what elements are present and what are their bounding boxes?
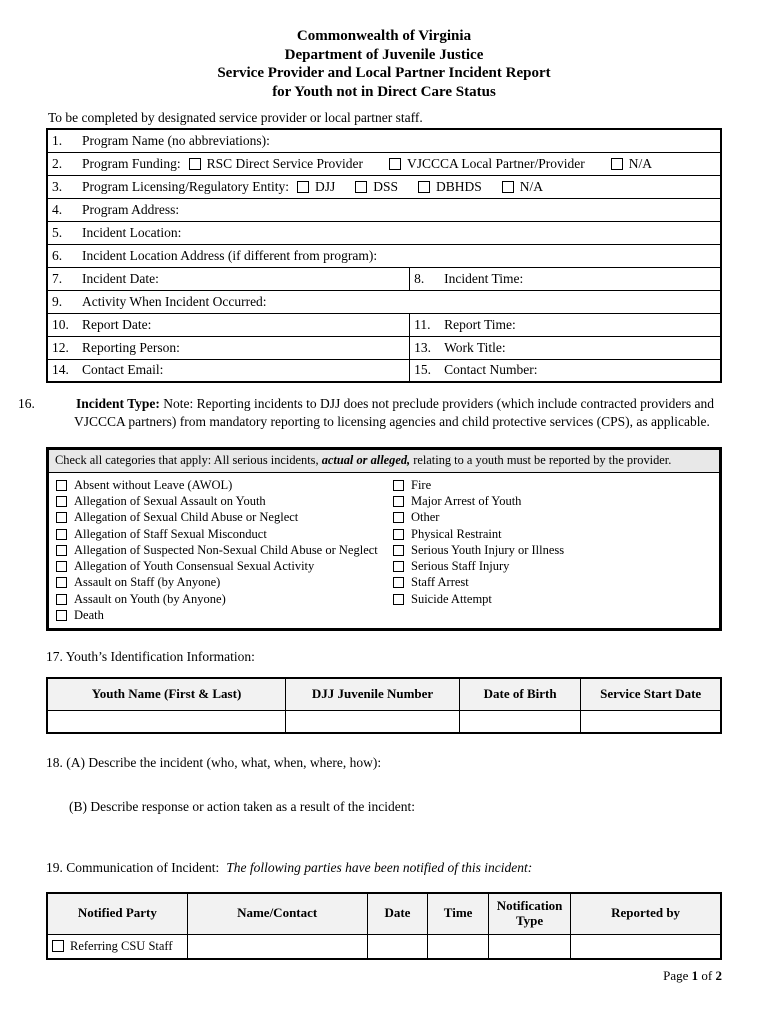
item-number: 12.	[52, 339, 69, 355]
option-label: DSS	[373, 178, 398, 194]
incident-option-assault-on-staff	[56, 575, 393, 591]
table-header-row	[47, 678, 721, 711]
checkbox[interactable]	[355, 181, 367, 193]
option-label: Major Arrest of Youth	[411, 493, 522, 508]
incident-option-staff-sexual-misconduct	[56, 526, 393, 542]
time-cell[interactable]	[428, 935, 489, 959]
report-date-field[interactable]	[47, 313, 410, 336]
incident-option-fire	[393, 477, 715, 493]
service-start-date-cell[interactable]	[581, 711, 721, 733]
incident-box-header	[49, 450, 719, 473]
page-footer	[46, 968, 722, 984]
date-of-birth-header: Date of Birth	[459, 678, 580, 711]
header-text: relating to a youth must be reported by the provider.	[410, 453, 672, 467]
incident-option-nonsexual-child-abuse	[56, 542, 393, 558]
table-row	[47, 336, 721, 359]
option-label: Referring CSU Staff	[70, 938, 173, 953]
option-label: Death	[74, 608, 104, 623]
table-row	[47, 935, 721, 959]
licensing-option-dss	[355, 179, 398, 194]
program-licensing-field	[47, 175, 721, 198]
title-line-3: Service Provider and Local Partner Incident Report	[217, 65, 551, 81]
table-row	[47, 152, 721, 175]
item-number: 16.	[18, 396, 35, 411]
checkbox[interactable]	[297, 181, 309, 193]
field-label: Incident Location Address (if different from program):	[82, 247, 378, 263]
checkbox[interactable]	[56, 561, 67, 572]
option-label: Serious Staff Injury	[411, 559, 510, 574]
checkbox[interactable]	[393, 594, 404, 605]
title-line-2: Department of Juvenile Justice	[284, 46, 484, 63]
checkbox[interactable]	[611, 158, 623, 170]
djj-number-header: DJJ Juvenile Number	[286, 678, 460, 711]
checkbox[interactable]	[393, 577, 404, 588]
table-row	[47, 711, 721, 733]
item-number: 3.	[52, 178, 63, 194]
field-label: Program Name (no abbreviations):	[82, 132, 270, 148]
incident-option-assault-on-youth	[56, 591, 393, 607]
title-line-1: Commonwealth of Virginia	[296, 28, 472, 44]
time-header: Time	[428, 893, 489, 935]
item-number: 8.	[414, 270, 425, 286]
djj-number-cell[interactable]	[286, 711, 460, 733]
item-number: 6.	[52, 247, 63, 263]
funding-option-vjccca	[389, 156, 585, 171]
intro-text: To be completed by designated service provider or local partner staff.	[48, 110, 423, 125]
describe-incident-prompt: 18. (A) Describe the incident (who, what, when, where, how):	[46, 754, 382, 770]
notified-parties-table	[46, 892, 722, 960]
communication-heading	[46, 860, 722, 876]
incident-box-body	[49, 473, 719, 628]
field-label: Work Title:	[444, 339, 506, 355]
program-address-field[interactable]	[47, 198, 721, 221]
item-number: 14.	[52, 362, 69, 378]
option-label: Assault on Staff (by Anyone)	[74, 575, 221, 590]
table-row	[47, 175, 721, 198]
date-header: Date	[367, 893, 428, 935]
checkbox[interactable]	[56, 529, 67, 540]
option-label: Other	[411, 510, 440, 525]
date-cell[interactable]	[367, 935, 428, 959]
report-time-field[interactable]	[410, 313, 721, 336]
incident-option-major-arrest	[393, 493, 715, 509]
option-label: VJCCCA Local Partner/Provider	[407, 155, 585, 171]
incident-options-left-column	[56, 477, 393, 624]
incident-type-note-text: Note: Reporting incidents to DJJ does not preclude providers (which include contracted providers and VJCCCA partners) from mandatory reporting to licensing agencies and child protective services (CPS), as applicable.	[74, 396, 714, 429]
table-row	[47, 267, 721, 290]
licensing-option-dbhds	[418, 179, 482, 194]
of-word: of	[698, 967, 716, 983]
incident-option-suicide-attempt	[393, 591, 715, 607]
checkbox[interactable]	[502, 181, 514, 193]
table-header-row	[47, 893, 721, 935]
field-label: Contact Email:	[82, 362, 164, 378]
item-number: 5.	[52, 224, 63, 240]
option-label: Allegation of Sexual Assault on Youth	[74, 493, 266, 508]
item-number: 9.	[52, 293, 63, 309]
reporting-person-field[interactable]	[47, 336, 410, 359]
funding-option-rsc	[189, 156, 363, 171]
checkbox[interactable]	[393, 512, 404, 523]
service-start-date-header: Service Start Date	[581, 678, 721, 711]
item-number: 7.	[52, 270, 63, 286]
incident-time-field[interactable]	[410, 267, 721, 290]
licensing-option-na	[502, 179, 543, 194]
reported-by-cell[interactable]	[571, 935, 721, 959]
incident-options-right-column	[393, 477, 715, 624]
option-label: RSC Direct Service Provider	[206, 155, 363, 171]
notified-party-header: Notified Party	[47, 893, 187, 935]
table-row	[47, 221, 721, 244]
field-label: Incident Date:	[82, 270, 159, 286]
option-label: N/A	[628, 155, 652, 171]
licensing-option-djj	[297, 179, 335, 194]
youth-identification-table	[46, 677, 722, 734]
incident-option-physical-restraint	[393, 526, 715, 542]
item-number: 10.	[52, 316, 69, 332]
field-label: Report Date:	[82, 316, 152, 332]
field-label: Report Time:	[444, 316, 516, 332]
checkbox[interactable]	[56, 480, 67, 491]
checkbox[interactable]	[389, 158, 401, 170]
communication-label: 19. Communication of Incident:	[46, 859, 220, 875]
communication-italic-text: The following parties have been notified of this incident:	[226, 859, 533, 875]
field-label: Contact Number:	[444, 362, 538, 378]
incident-type-label: Incident Type:	[76, 396, 160, 411]
item-number: 2.	[52, 155, 63, 171]
option-label: DJJ	[314, 178, 336, 194]
checkbox[interactable]	[189, 158, 201, 170]
checkbox[interactable]	[52, 940, 64, 952]
activity-field[interactable]	[47, 290, 721, 313]
title-line-4: for Youth not in Direct Care Status	[272, 83, 496, 100]
date-of-birth-cell[interactable]	[459, 711, 580, 733]
option-label: Fire	[411, 477, 432, 492]
header-emphasis: actual or alleged,	[321, 453, 411, 467]
name-contact-cell[interactable]	[187, 935, 367, 959]
checkbox[interactable]	[418, 181, 430, 193]
incident-option-awol	[56, 477, 393, 493]
checkbox[interactable]	[393, 561, 404, 572]
incident-type-note	[18, 395, 722, 430]
table-row	[47, 244, 721, 267]
funding-option-na	[611, 156, 652, 171]
option-label: Allegation of Suspected Non-Sexual Child Abuse or Neglect	[74, 542, 378, 557]
checkbox[interactable]	[393, 480, 404, 491]
table-row	[47, 129, 721, 152]
item-number: 13.	[414, 339, 431, 355]
checkbox[interactable]	[56, 594, 67, 605]
checkbox[interactable]	[56, 545, 67, 556]
incident-option-youth-injury	[393, 542, 715, 558]
option-label: Suicide Attempt	[411, 591, 492, 606]
page-number: 1	[691, 967, 699, 983]
option-label: Serious Youth Injury or Illness	[411, 542, 565, 557]
field-label: Program Address:	[82, 201, 180, 217]
page-word: Page	[663, 967, 692, 983]
option-label: Allegation of Staff Sexual Misconduct	[74, 526, 267, 541]
table-row	[47, 359, 721, 382]
incident-type-box	[46, 447, 722, 631]
notification-type-header: Notification Type	[488, 893, 570, 935]
referring-csu-option	[52, 939, 183, 954]
option-label: Staff Arrest	[411, 575, 469, 590]
notified-party-cell	[47, 935, 187, 959]
contact-number-field[interactable]	[410, 359, 721, 382]
checkbox[interactable]	[56, 610, 67, 621]
youth-name-cell[interactable]	[47, 711, 286, 733]
reported-by-header: Reported by	[571, 893, 721, 935]
incident-option-death	[56, 607, 393, 623]
checkbox[interactable]	[393, 496, 404, 507]
item-number: 11.	[414, 316, 431, 332]
program-funding-field	[47, 152, 721, 175]
item-number: 15.	[414, 362, 431, 378]
item-number: 1.	[52, 132, 63, 148]
form-title	[46, 27, 722, 101]
notification-type-cell[interactable]	[488, 935, 570, 959]
option-label: Assault on Youth (by Anyone)	[74, 591, 226, 606]
youth-identification-heading: 17. Youth’s Identification Information:	[46, 648, 255, 664]
item-number: 4.	[52, 201, 63, 217]
contact-email-field[interactable]	[47, 359, 410, 382]
work-title-field[interactable]	[410, 336, 721, 359]
incident-location-address-field[interactable]	[47, 244, 721, 267]
option-label: DBHDS	[436, 178, 482, 194]
incident-option-other	[393, 510, 715, 526]
incident-option-staff-injury	[393, 558, 715, 574]
field-label: Program Funding:	[82, 155, 181, 171]
page-total: 2	[715, 967, 722, 983]
field-label: Program Licensing/Regulatory Entity:	[82, 178, 289, 194]
table-row	[47, 313, 721, 336]
program-name-field[interactable]	[47, 129, 721, 152]
incident-date-field[interactable]	[47, 267, 410, 290]
option-label: Physical Restraint	[411, 526, 502, 541]
field-label: Activity When Incident Occurred:	[82, 293, 267, 309]
describe-response-prompt: (B) Describe response or action taken as a result of the incident:	[69, 798, 416, 814]
checkbox[interactable]	[56, 577, 67, 588]
program-info-table	[46, 128, 722, 383]
option-label: N/A	[519, 178, 544, 194]
field-label: Incident Location:	[82, 224, 182, 240]
option-label: Allegation of Youth Consensual Sexual Activity	[74, 559, 315, 574]
header-text: Check all categories that apply: All serious incidents,	[55, 453, 322, 467]
incident-option-sexual-child-abuse	[56, 510, 393, 526]
name-contact-header: Name/Contact	[187, 893, 367, 935]
table-row	[47, 290, 721, 313]
incident-option-consensual-sexual-activity	[56, 558, 393, 574]
field-label: Incident Time:	[444, 270, 524, 286]
incident-option-sexual-assault	[56, 493, 393, 509]
checkbox[interactable]	[393, 529, 404, 540]
field-label: Reporting Person:	[82, 339, 180, 355]
checkbox[interactable]	[56, 512, 67, 523]
incident-option-staff-arrest	[393, 575, 715, 591]
option-label: Allegation of Sexual Child Abuse or Neglect	[74, 510, 299, 525]
incident-location-field[interactable]	[47, 221, 721, 244]
checkbox[interactable]	[56, 496, 67, 507]
checkbox[interactable]	[393, 545, 404, 556]
table-row	[47, 198, 721, 221]
youth-name-header: Youth Name (First & Last)	[47, 678, 286, 711]
option-label: Absent without Leave (AWOL)	[74, 477, 233, 492]
